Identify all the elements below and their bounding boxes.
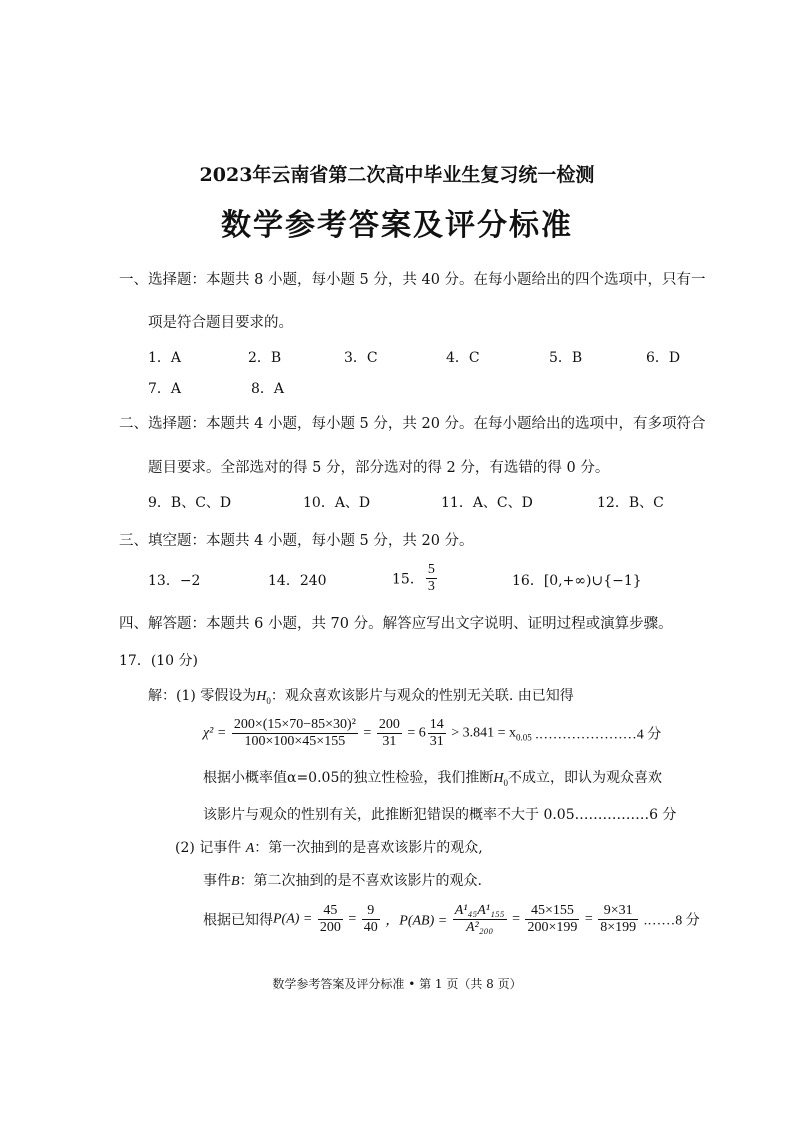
answer-5: 5．B (549, 350, 583, 366)
page-footer: 数学参考答案及评分标准 • 第 1 页（共 8 页） (272, 977, 522, 991)
pab-equals-2: = (584, 911, 593, 927)
answer-15-numerator: 5 (426, 562, 437, 579)
h0-subscript-2: 0 (503, 777, 508, 788)
chi2-numerator: 200 (377, 717, 402, 734)
pab2-denominator: 200×199 (527, 920, 578, 936)
exam-title: 2023年云南省第二次高中毕业生复习统一检测 (199, 164, 595, 186)
h0-symbol: H (256, 689, 267, 704)
event-b-symbol: B (231, 874, 240, 889)
h0-subscript: 0 (266, 695, 271, 706)
chi-denominator: 100×100×45×155 (244, 734, 346, 750)
chi-fraction-2 (377, 717, 402, 750)
q17-conclusion-line2: 该影片与观众的性别有关，此推断犯错误的概率不大于 0.05.……………6 分 (203, 807, 677, 823)
equals-mixed: = 6 (407, 725, 426, 741)
pab-equals: = (512, 911, 520, 927)
answer-7: 7．A (148, 381, 182, 397)
pab-numerator: A¹₄₅A¹₁₅₅ (453, 903, 507, 920)
chi3-denominator: 31 (429, 734, 444, 750)
q17-conclusion-line1 (203, 767, 662, 788)
answer-11: 11．A、C、D (441, 495, 533, 511)
pab3-numerator: 9×31 (598, 903, 638, 920)
section3-heading: 三、填空题：本题共 4 小题，每小题 5 分，共 20 分。 (119, 533, 474, 549)
pab3-denominator: 8×199 (600, 920, 637, 936)
q17-part1-intro (148, 685, 574, 706)
chi3-numerator: 14 (428, 717, 446, 734)
q17-part1-prefix: 解：(1) 零假设为 (148, 688, 257, 704)
event-a-symbol: A (245, 841, 255, 856)
pa2-numerator: 9 (362, 903, 380, 920)
q17-heading: 17．(10 分) (119, 653, 199, 669)
chi-square-lhs: χ² = (203, 725, 227, 741)
answer-12: 12．B、C (597, 495, 664, 511)
answer-15-denominator: 3 (427, 579, 435, 595)
q17-part2-event-a (175, 837, 483, 857)
pa-numerator: 45 (318, 903, 343, 920)
section1-heading-cont: 项是符合题目要求的。 (148, 315, 293, 331)
pa2-denominator: 40 (363, 920, 378, 936)
pab-fraction (453, 903, 507, 936)
section4-heading: 四、解答题：本题共 6 小题，共 70 分。解答应写出文字说明、证明过程或演算步骤。 (119, 616, 673, 632)
chi2-denominator: 31 (382, 734, 397, 750)
critical-value-subscript: 0.05 (516, 732, 532, 743)
score-8: .……8 分 (643, 913, 700, 929)
answer-key-title: 数学参考答案及评分标准 (221, 208, 573, 243)
answer-15-label: 15． (392, 571, 424, 588)
probability-prefix: 根据已知得 (203, 912, 273, 929)
pab-fraction-3 (598, 903, 638, 936)
answer-8: 8．A (251, 381, 285, 397)
pab2-numerator: 45×155 (525, 903, 579, 920)
h0-symbol-2: H (493, 771, 504, 786)
critical-value: > 3.841 = x (451, 725, 517, 741)
section2-heading: 二、选择题：本题共 4 小题，每小题 5 分，共 20 分。在每小题给出的选项中，有多项符合 (119, 416, 706, 432)
section2-heading-cont: 题目要求。全部选对的得 5 分，部分选对的得 2 分，有选错的得 0 分。 (148, 460, 610, 476)
event-b-prefix: 事件 (203, 873, 231, 889)
answer-14: 14．240 (268, 573, 327, 589)
answer-4: 4．C (446, 350, 480, 366)
answer-13: 13．−2 (148, 573, 201, 589)
q17-part1-suffix: ：观众喜欢该影片与观众的性别无关联. 由已知得 (270, 688, 574, 704)
equals-sign: = (363, 725, 372, 741)
chi-fraction (232, 717, 358, 750)
q17-part2-prefix: (2) 记事件 (175, 840, 242, 856)
event-b-suffix: ：第二次抽到的是不喜欢该影片的观众. (239, 873, 483, 889)
answer-6: 6．D (646, 350, 681, 366)
chi-fraction-3 (428, 717, 446, 750)
q17-conclusion-a: 根据小概率值α=0.05的独立性检验，我们推断 (203, 770, 494, 786)
q17-conclusion-b: 不成立，即认为观众喜欢 (507, 770, 662, 786)
probability-equation (203, 903, 700, 936)
answer-2: 2．B (248, 350, 282, 366)
pa-fraction-2 (362, 903, 380, 936)
answer-16: 16．[0,+∞)∪{−1} (512, 573, 642, 589)
pa-equals: = (348, 911, 357, 927)
pab-fraction-2 (525, 903, 579, 936)
q17-part2-event-b (203, 870, 482, 890)
answer-10: 10．A、D (303, 495, 371, 511)
q17-part2-suffix: ：第一次抽到的是喜欢该影片的观众, (254, 840, 483, 856)
pa-label: P(A) = (273, 911, 313, 927)
section1-heading: 一、选择题：本题共 8 小题，每小题 5 分，共 40 分。在每小题给出的四个选项中，只有一 (119, 272, 706, 288)
pa-fraction (318, 903, 343, 936)
chi-square-equation (203, 717, 661, 750)
answer-9: 9．B、C、D (148, 495, 232, 511)
answer-15-fraction (426, 562, 437, 595)
answer-15 (392, 562, 439, 595)
answer-3: 3．C (344, 350, 378, 366)
pab-denominator: A²₂₀₀ (465, 920, 494, 936)
chi-numerator: 200×(15×70−85×30)² (232, 717, 358, 734)
answer-1: 1．A (148, 350, 182, 366)
pa-denominator: 200 (319, 920, 341, 936)
score-4: .…………………4 分 (535, 727, 662, 743)
pab-label: ，P(AB) = (385, 913, 448, 929)
